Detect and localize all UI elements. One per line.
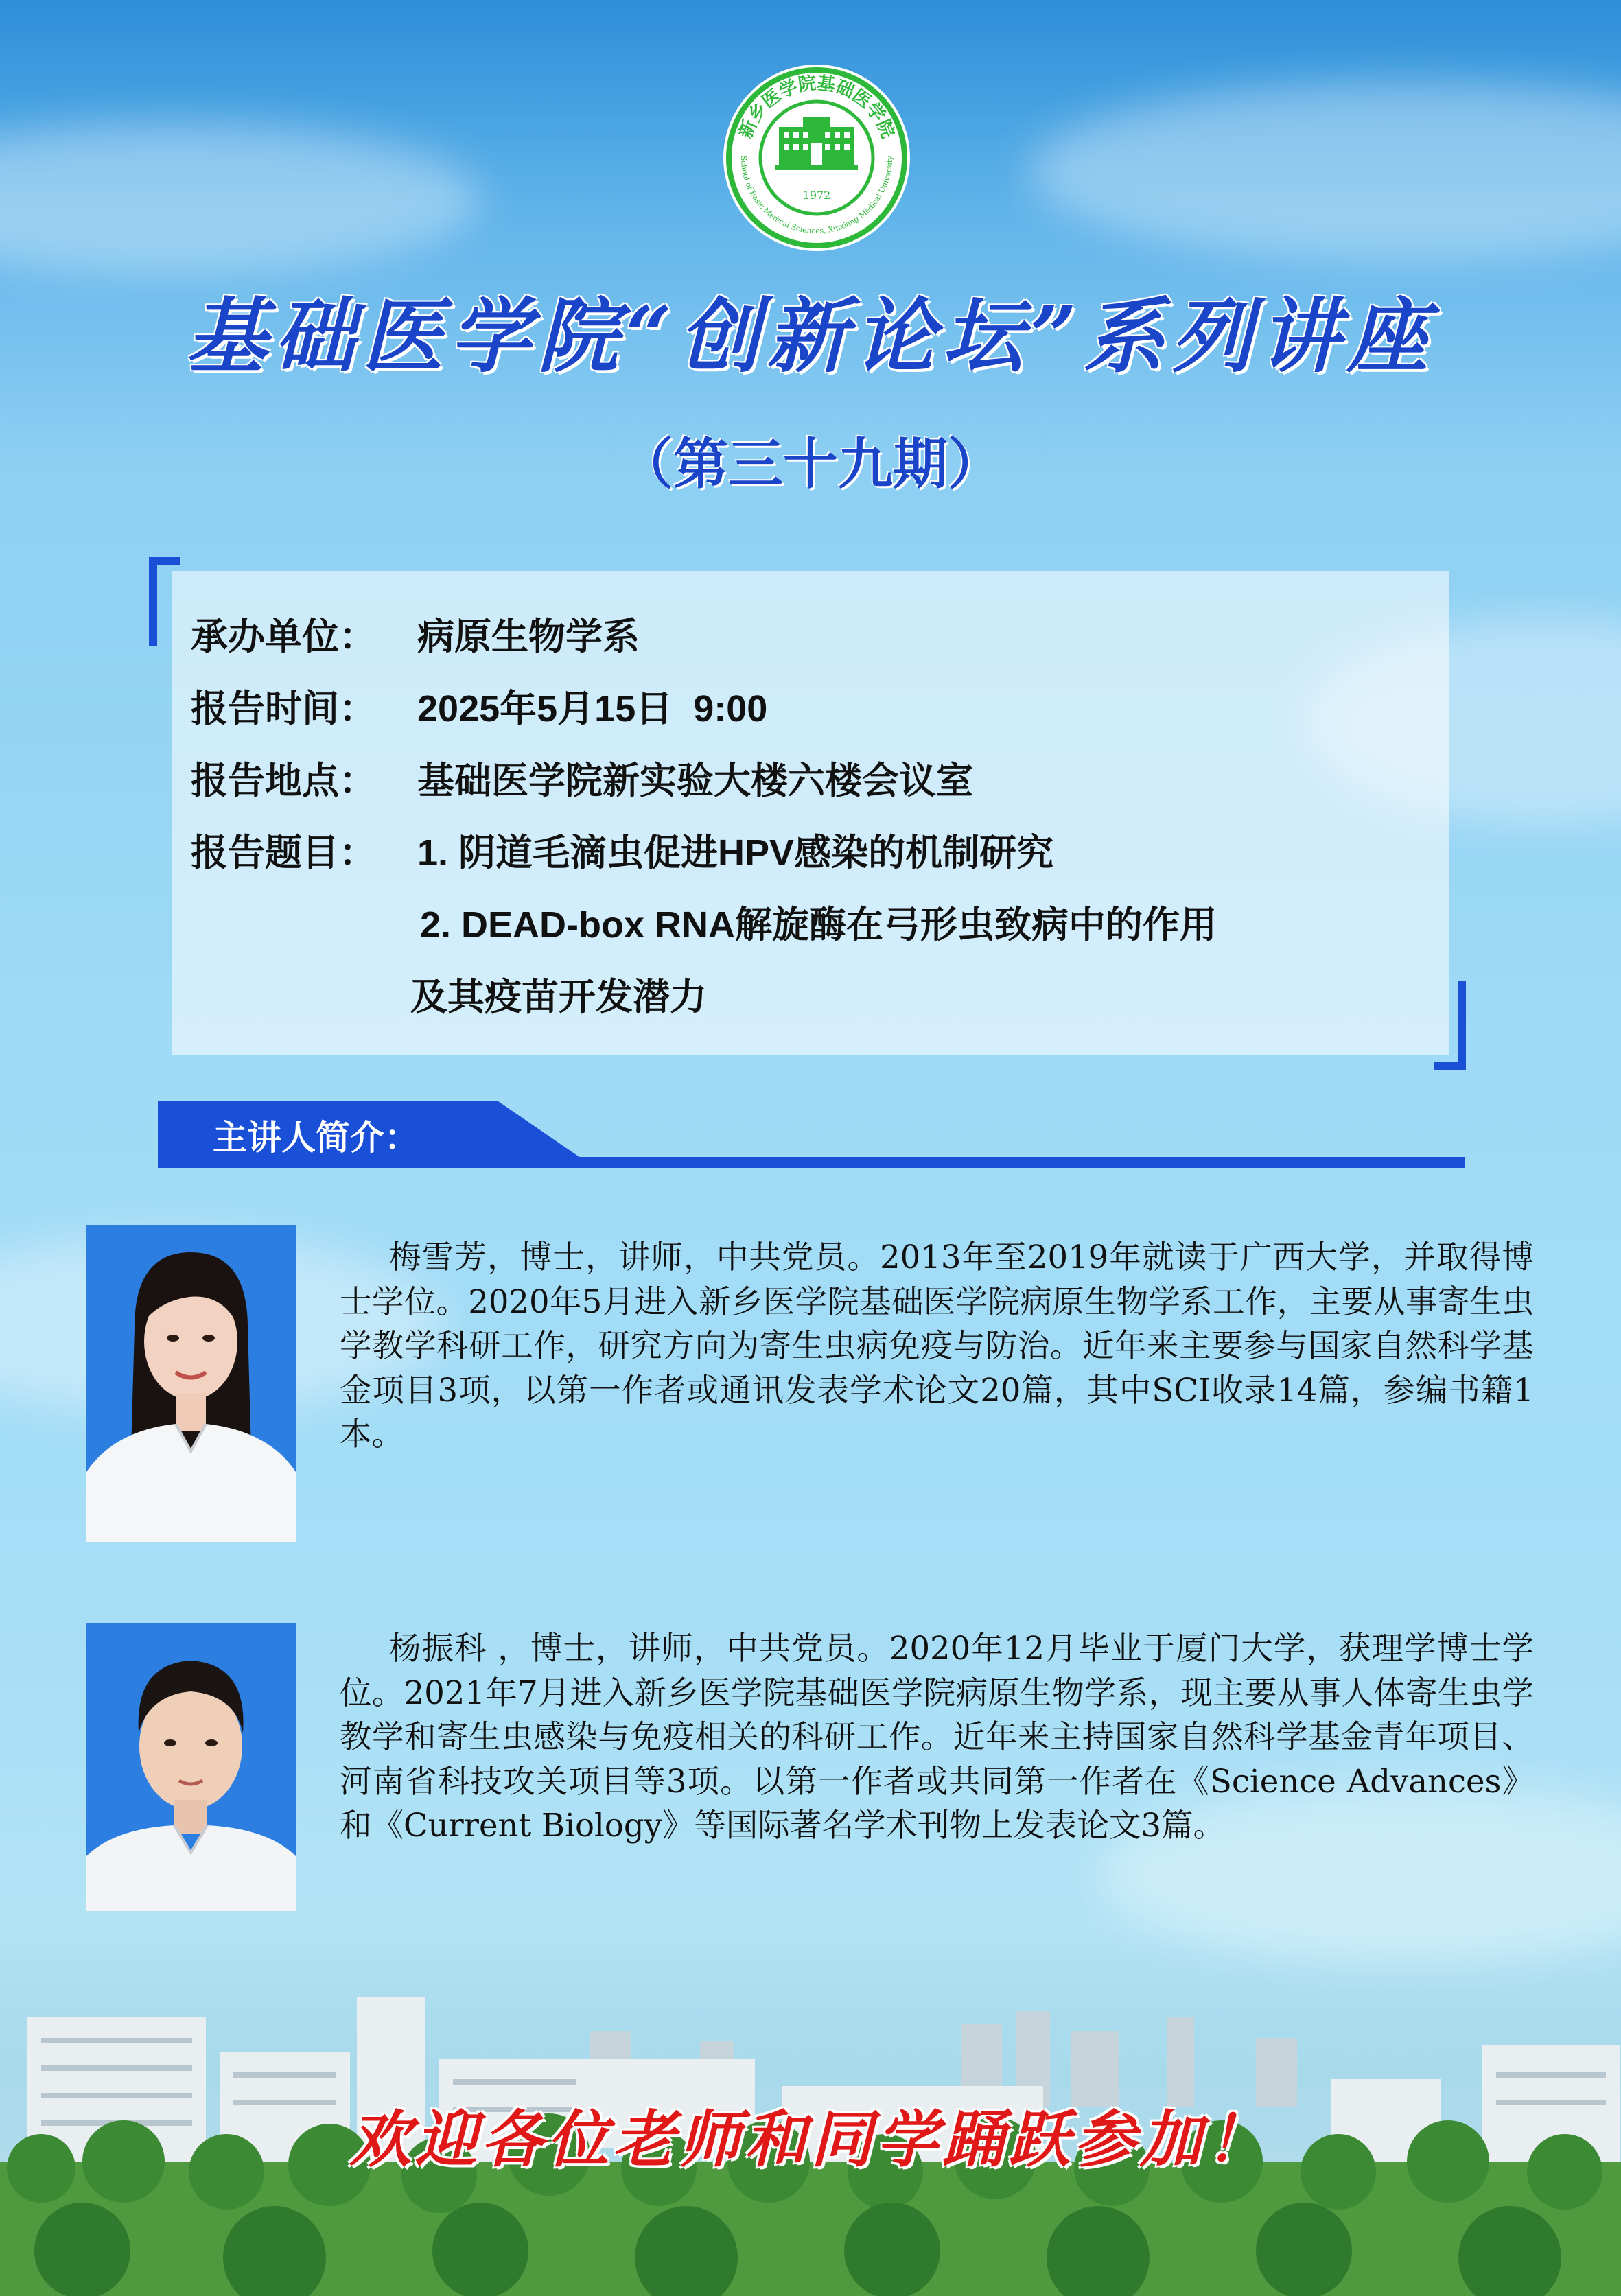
organizer-row — [191, 607, 640, 660]
svg-text:新乡医学院基础医学院: 新乡医学院基础医学院 — [735, 73, 898, 141]
speakers-heading: 主讲人简介： — [213, 1118, 419, 1157]
time-label: 报告时间： — [191, 688, 376, 729]
bracket-top-left — [149, 557, 180, 646]
speaker-1-photo — [86, 1225, 296, 1542]
topic-2: 2. DEAD-box RNA解旋酶在弓形虫致病中的作用 — [420, 904, 1217, 946]
location-value: 基础医学院新实验大楼六楼会议室 — [417, 760, 973, 801]
speakers-divider — [158, 1157, 1465, 1168]
topic-1: 1. 阴道毛滴虫促进HPV感染的机制研究 — [417, 832, 1054, 874]
cloud — [0, 124, 480, 274]
speaker-1-bio: 梅雪芳，博士，讲师，中共党员。2013年至2019年就读于广西大学，并取得博士学位。2020年5月进入新乡医学院基础医学院病原生物学系工作，主要从事寄生虫学教学科研工作，研究方向为寄生虫病免疫与防治。近年来主要参与国家自然科学基金项目3项，以第一作者或通讯发表学术论文20篇，其中SCI收录14篇，参编书籍1本。 — [340, 1239, 1534, 1453]
speaker-2-photo — [86, 1623, 296, 1911]
bracket-bottom-right — [1434, 981, 1466, 1070]
organizer-label: 承办单位： — [191, 616, 376, 657]
location-label: 报告地点： — [191, 760, 376, 801]
topic-row — [191, 823, 1053, 876]
time-row — [191, 679, 767, 732]
svg-text:School of Basic Medical Scienc: School of Basic Medical Sciences, Xinxiang Medical University — [738, 155, 895, 236]
time-value: 2025年5月15日 9:00 — [417, 688, 768, 729]
topic-label: 报告题目： — [191, 832, 376, 874]
speaker-2-bio: 杨振科 ，博士，讲师，中共党员。2020年12月毕业于厦门大学，获理学博士学位。2021年7月进入新乡医学院基础医学院病原生物学系，现主要从事人体寄生虫学教学和寄生虫感染与免疫相关的科研工作。近年来主持国家自然科学基金青年项目、河南省科技攻关项目等3项。以第一作者或共同第一作者在《Science Advances》和《Current Biology》等国际著名学术刊物上发表论文3篇。 — [340, 1630, 1534, 1844]
svg-text:1972: 1972 — [802, 189, 831, 202]
welcome-banner: 欢迎各位老师和同学踊跃参加！ — [349, 2103, 1272, 2176]
organizer-value: 病原生物学系 — [417, 616, 640, 657]
cloud — [1029, 82, 1621, 261]
location-row — [191, 751, 973, 804]
poster-subtitle: （第三十九期） — [618, 434, 1003, 495]
poster-title: 基础医学院“创新论坛”系列讲座 — [186, 288, 1435, 384]
school-logo — [721, 62, 913, 254]
topic-2-continued: 及其疫苗开发潜力 — [410, 976, 707, 1018]
